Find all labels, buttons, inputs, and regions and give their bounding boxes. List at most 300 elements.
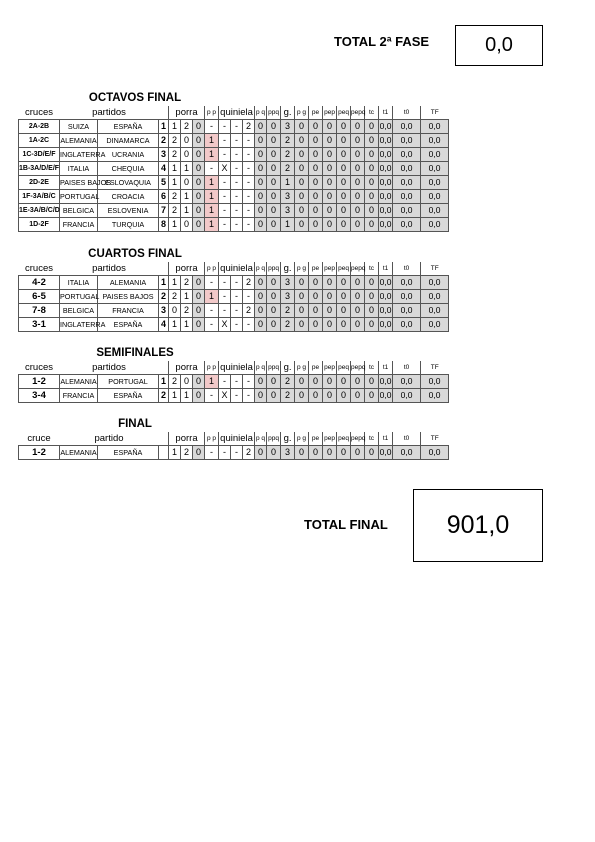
porra-goals1-cell: 2 <box>169 190 181 204</box>
total-final-label: TOTAL FINAL <box>304 517 388 532</box>
team1-cell: BELGICA <box>60 204 98 218</box>
header-ppq: ppq <box>267 106 281 120</box>
ppq-cell: 0 <box>267 204 281 218</box>
peq-cell: 0 <box>337 304 351 318</box>
pep-cell: 0 <box>323 375 337 389</box>
quiniela-x-cell: - <box>231 375 243 389</box>
team1-cell: INGLATERRA <box>60 318 98 332</box>
porra-goals2-cell: 1 <box>181 318 193 332</box>
t1-cell: 0,0 <box>379 204 393 218</box>
quiniela-2-cell: - <box>243 389 255 403</box>
ppq-cell: 0 <box>267 389 281 403</box>
header-g: g. <box>281 432 295 446</box>
g-cell: 2 <box>281 134 295 148</box>
header-tf: TF <box>421 361 449 375</box>
porra-goals2-cell: 1 <box>181 290 193 304</box>
porra-goals2-cell: 0 <box>181 176 193 190</box>
pg-cell: 0 <box>295 176 309 190</box>
porra-goals1-cell: 1 <box>169 276 181 290</box>
match-number-cell: 1 <box>159 276 169 290</box>
tf-cell: 0,0 <box>421 276 449 290</box>
pepq-cell: 0 <box>351 134 365 148</box>
cruce-cell: 1B-3A/D/E/F <box>19 162 60 176</box>
header-t1: t1 <box>379 262 393 276</box>
pg-cell: 0 <box>295 190 309 204</box>
t1-cell: 0,0 <box>379 190 393 204</box>
porra-points-cell: 0 <box>193 318 205 332</box>
cruce-cell: 2D-2E <box>19 176 60 190</box>
porra-goals1-cell: 0 <box>169 304 181 318</box>
quiniela-x-cell: - <box>231 204 243 218</box>
header-tc: tc <box>365 262 379 276</box>
header-pep: pep <box>323 106 337 120</box>
ppq-cell: 0 <box>267 290 281 304</box>
quiniela-x-cell: - <box>231 290 243 304</box>
header-pepq: pepq <box>351 432 365 446</box>
team2-cell: PAISES BAJOS <box>98 290 159 304</box>
team1-cell: ALEMANIA <box>60 446 98 460</box>
match-number-cell: 2 <box>159 290 169 304</box>
g-cell: 3 <box>281 120 295 134</box>
header-t0: t0 <box>393 432 421 446</box>
pp-cell: 1 <box>205 190 219 204</box>
porra-goals2-cell: 0 <box>181 148 193 162</box>
team1-cell: FRANCIA <box>60 218 98 232</box>
porra-points-cell: 0 <box>193 389 205 403</box>
quiniela-x-cell: - <box>231 218 243 232</box>
tc-cell: 0 <box>365 290 379 304</box>
porra-goals1-cell: 2 <box>169 148 181 162</box>
header-peq: peq <box>337 106 351 120</box>
peq-cell: 0 <box>337 134 351 148</box>
pep-cell: 0 <box>323 162 337 176</box>
porra-goals2-cell: 0 <box>181 134 193 148</box>
pep-cell: 0 <box>323 190 337 204</box>
tf-cell: 0,0 <box>421 176 449 190</box>
pg-cell: 0 <box>295 204 309 218</box>
porra-goals2-cell: 1 <box>181 162 193 176</box>
match-number-cell: 3 <box>159 304 169 318</box>
header-partidos: partidos <box>92 107 126 118</box>
tf-cell: 0,0 <box>421 134 449 148</box>
porra-goals1-cell: 1 <box>169 218 181 232</box>
pp-cell: 1 <box>205 148 219 162</box>
quiniela-2-cell: - <box>243 134 255 148</box>
pg-cell: 0 <box>295 318 309 332</box>
peq-cell: 0 <box>337 375 351 389</box>
team2-cell: ESPAÑA <box>98 446 159 460</box>
pepq-cell: 0 <box>351 304 365 318</box>
pepq-cell: 0 <box>351 290 365 304</box>
table-row <box>19 162 505 176</box>
pp-cell: 1 <box>205 134 219 148</box>
header-t0: t0 <box>393 262 421 276</box>
cruce-cell: 6-5 <box>19 290 60 304</box>
t1-cell: 0,0 <box>379 148 393 162</box>
table-row <box>19 176 505 190</box>
ppq-cell: 0 <box>267 375 281 389</box>
pepq-cell: 0 <box>351 375 365 389</box>
header-row <box>19 106 505 120</box>
quiniela-1-cell: - <box>219 204 231 218</box>
header-pq: p q <box>255 432 267 446</box>
header-blank <box>159 106 169 120</box>
porra-points-cell: 0 <box>193 204 205 218</box>
header-partidos: partido <box>94 433 124 444</box>
header-porra: porra <box>169 106 205 120</box>
header-g: g. <box>281 106 295 120</box>
scores-table <box>18 106 505 232</box>
pp-cell: 1 <box>205 204 219 218</box>
pg-cell: 0 <box>295 446 309 460</box>
tc-cell: 0 <box>365 446 379 460</box>
team1-cell: FRANCIA <box>60 389 98 403</box>
cruce-cell: 1D-2F <box>19 218 60 232</box>
header-t1: t1 <box>379 106 393 120</box>
t0-cell: 0,0 <box>393 276 421 290</box>
peq-cell: 0 <box>337 176 351 190</box>
tf-cell: 0,0 <box>421 204 449 218</box>
quiniela-x-cell: - <box>231 304 243 318</box>
tc-cell: 0 <box>365 162 379 176</box>
pq-cell: 0 <box>255 190 267 204</box>
porra-goals1-cell: 1 <box>169 318 181 332</box>
peq-cell: 0 <box>337 318 351 332</box>
table-row <box>19 446 505 460</box>
quiniela-1-cell: - <box>219 120 231 134</box>
header-pp: p p <box>205 432 219 446</box>
cruce-cell: 3-1 <box>19 318 60 332</box>
team2-cell: UCRANIA <box>98 148 159 162</box>
tc-cell: 0 <box>365 218 379 232</box>
header-peq: peq <box>337 432 351 446</box>
quiniela-1-cell: - <box>219 134 231 148</box>
quiniela-1-cell: - <box>219 190 231 204</box>
pe-cell: 0 <box>309 204 323 218</box>
porra-goals1-cell: 1 <box>169 162 181 176</box>
header-t1: t1 <box>379 361 393 375</box>
quiniela-2-cell: 2 <box>243 304 255 318</box>
quiniela-x-cell: - <box>231 134 243 148</box>
tc-cell: 0 <box>365 318 379 332</box>
tc-cell: 0 <box>365 375 379 389</box>
tf-cell: 0,0 <box>421 148 449 162</box>
tc-cell: 0 <box>365 134 379 148</box>
porra-goals1-cell: 1 <box>169 120 181 134</box>
porra-goals2-cell: 2 <box>181 276 193 290</box>
header-tc: tc <box>365 432 379 446</box>
header-row <box>19 361 505 375</box>
team2-cell: ESPAÑA <box>98 389 159 403</box>
header-pg: p g <box>295 106 309 120</box>
header-blank <box>159 432 169 446</box>
porra-points-cell: 0 <box>193 290 205 304</box>
t1-cell: 0,0 <box>379 120 393 134</box>
header-pg: p g <box>295 432 309 446</box>
pg-cell: 0 <box>295 134 309 148</box>
t0-cell: 0,0 <box>393 318 421 332</box>
header-ppq: ppq <box>267 361 281 375</box>
team1-cell: PORTUGAL <box>60 290 98 304</box>
tc-cell: 0 <box>365 148 379 162</box>
ppq-cell: 0 <box>267 148 281 162</box>
t0-cell: 0,0 <box>393 134 421 148</box>
tc-cell: 0 <box>365 190 379 204</box>
table-row <box>19 276 505 290</box>
header-porra: porra <box>169 262 205 276</box>
header-pq: p q <box>255 361 267 375</box>
pepq-cell: 0 <box>351 148 365 162</box>
total-2a-fase-value: 0,0 <box>485 34 513 56</box>
quiniela-2-cell: - <box>243 162 255 176</box>
header-blank <box>159 361 169 375</box>
tf-cell: 0,0 <box>421 304 449 318</box>
t1-cell: 0,0 <box>379 134 393 148</box>
pp-cell: - <box>205 304 219 318</box>
header-pepq: pepq <box>351 262 365 276</box>
t0-cell: 0,0 <box>393 162 421 176</box>
quiniela-2-cell: - <box>243 290 255 304</box>
porra-goals2-cell: 2 <box>181 120 193 134</box>
header-row <box>19 432 505 446</box>
pe-cell: 0 <box>309 375 323 389</box>
pp-cell: - <box>205 389 219 403</box>
header-pep: pep <box>323 262 337 276</box>
team2-cell: FRANCIA <box>98 304 159 318</box>
cruce-cell: 1E-3A/B/C/D <box>19 204 60 218</box>
header-pp: p p <box>205 262 219 276</box>
pe-cell: 0 <box>309 120 323 134</box>
quiniela-x-cell: - <box>231 389 243 403</box>
t0-cell: 0,0 <box>393 375 421 389</box>
team1-cell: PAISES BAJOS <box>60 176 98 190</box>
g-cell: 3 <box>281 190 295 204</box>
pp-cell: - <box>205 120 219 134</box>
table-row <box>19 304 505 318</box>
header-pq: p q <box>255 106 267 120</box>
g-cell: 1 <box>281 176 295 190</box>
header-cruces: cruces <box>25 107 53 118</box>
match-number-cell: 1 <box>159 375 169 389</box>
scores-table <box>18 361 505 403</box>
t1-cell: 0,0 <box>379 446 393 460</box>
cruce-cell: 1-2 <box>19 375 60 389</box>
pep-cell: 0 <box>323 290 337 304</box>
t0-cell: 0,0 <box>393 204 421 218</box>
peq-cell: 0 <box>337 190 351 204</box>
header-porra: porra <box>169 361 205 375</box>
team1-cell: SUIZA <box>60 120 98 134</box>
pq-cell: 0 <box>255 304 267 318</box>
quiniela-x-cell: - <box>231 162 243 176</box>
header-pe: pe <box>309 262 323 276</box>
porra-goals1-cell: 2 <box>169 375 181 389</box>
pepq-cell: 0 <box>351 276 365 290</box>
header-quiniela: quiniela <box>220 362 253 373</box>
header-cruces: cruces <box>25 263 53 274</box>
pepq-cell: 0 <box>351 176 365 190</box>
pep-cell: 0 <box>323 148 337 162</box>
t1-cell: 0,0 <box>379 290 393 304</box>
peq-cell: 0 <box>337 120 351 134</box>
porra-points-cell: 0 <box>193 148 205 162</box>
porra-goals1-cell: 2 <box>169 290 181 304</box>
pep-cell: 0 <box>323 176 337 190</box>
header-tf: TF <box>421 262 449 276</box>
pe-cell: 0 <box>309 218 323 232</box>
quiniela-1-cell: - <box>219 304 231 318</box>
pepq-cell: 0 <box>351 389 365 403</box>
header-partidos: partidos <box>92 263 126 274</box>
team1-cell: ITALIA <box>60 162 98 176</box>
t0-cell: 0,0 <box>393 446 421 460</box>
pg-cell: 0 <box>295 162 309 176</box>
pp-cell: 1 <box>205 375 219 389</box>
ppq-cell: 0 <box>267 134 281 148</box>
pq-cell: 0 <box>255 375 267 389</box>
porra-points-cell: 0 <box>193 276 205 290</box>
header-pe: pe <box>309 106 323 120</box>
porra-points-cell: 0 <box>193 375 205 389</box>
porra-goals2-cell: 2 <box>181 304 193 318</box>
pq-cell: 0 <box>255 162 267 176</box>
tf-cell: 0,0 <box>421 375 449 389</box>
g-cell: 2 <box>281 304 295 318</box>
quiniela-2-cell: 2 <box>243 120 255 134</box>
team1-cell: BELGICA <box>60 304 98 318</box>
header-tc: tc <box>365 361 379 375</box>
header-cruces: cruces <box>25 362 53 373</box>
header-g: g. <box>281 361 295 375</box>
t1-cell: 0,0 <box>379 318 393 332</box>
porra-points-cell: 0 <box>193 162 205 176</box>
header-t0: t0 <box>393 106 421 120</box>
porra-goals1-cell: 1 <box>169 389 181 403</box>
pe-cell: 0 <box>309 190 323 204</box>
match-number-cell: 8 <box>159 218 169 232</box>
pq-cell: 0 <box>255 446 267 460</box>
quiniela-2-cell: - <box>243 218 255 232</box>
porra-points-cell: 0 <box>193 134 205 148</box>
team2-cell: CROACIA <box>98 190 159 204</box>
porra-goals1-cell: 1 <box>169 176 181 190</box>
ppq-cell: 0 <box>267 162 281 176</box>
ppq-cell: 0 <box>267 190 281 204</box>
peq-cell: 0 <box>337 446 351 460</box>
quiniela-1-cell: - <box>219 290 231 304</box>
pg-cell: 0 <box>295 276 309 290</box>
pe-cell: 0 <box>309 148 323 162</box>
porra-points-cell: 0 <box>193 190 205 204</box>
pq-cell: 0 <box>255 290 267 304</box>
quiniela-2-cell: - <box>243 318 255 332</box>
pepq-cell: 0 <box>351 190 365 204</box>
header-t0: t0 <box>393 361 421 375</box>
cruce-cell: 1C-3D/E/F <box>19 148 60 162</box>
quiniela-x-cell: - <box>231 318 243 332</box>
pep-cell: 0 <box>323 389 337 403</box>
t0-cell: 0,0 <box>393 120 421 134</box>
pg-cell: 0 <box>295 304 309 318</box>
match-number-cell <box>159 446 169 460</box>
pe-cell: 0 <box>309 318 323 332</box>
total-final-box <box>413 489 543 562</box>
match-number-cell: 3 <box>159 148 169 162</box>
porra-goals2-cell: 1 <box>181 389 193 403</box>
team2-cell: TURQUIA <box>98 218 159 232</box>
peq-cell: 0 <box>337 162 351 176</box>
t1-cell: 0,0 <box>379 176 393 190</box>
quiniela-x-cell: - <box>231 148 243 162</box>
t0-cell: 0,0 <box>393 176 421 190</box>
pepq-cell: 0 <box>351 446 365 460</box>
quiniela-x-cell: - <box>231 276 243 290</box>
table-row <box>19 134 505 148</box>
match-number-cell: 1 <box>159 120 169 134</box>
pe-cell: 0 <box>309 290 323 304</box>
pq-cell: 0 <box>255 176 267 190</box>
header-pep: pep <box>323 361 337 375</box>
pg-cell: 0 <box>295 290 309 304</box>
header-pe: pe <box>309 361 323 375</box>
g-cell: 3 <box>281 290 295 304</box>
pep-cell: 0 <box>323 134 337 148</box>
team2-cell: ESPAÑA <box>98 120 159 134</box>
scores-table <box>18 432 505 460</box>
header-peq: peq <box>337 361 351 375</box>
match-number-cell: 7 <box>159 204 169 218</box>
pq-cell: 0 <box>255 148 267 162</box>
header-peq: peq <box>337 262 351 276</box>
quiniela-2-cell: - <box>243 204 255 218</box>
team1-cell: INGLATERRA <box>60 148 98 162</box>
pe-cell: 0 <box>309 304 323 318</box>
cruce-cell: 2A-2B <box>19 120 60 134</box>
pq-cell: 0 <box>255 318 267 332</box>
table-row <box>19 290 505 304</box>
header-pe: pe <box>309 432 323 446</box>
pq-cell: 0 <box>255 120 267 134</box>
team2-cell: ESPAÑA <box>98 318 159 332</box>
quiniela-1-cell: X <box>219 318 231 332</box>
porra-goals2-cell: 1 <box>181 190 193 204</box>
pq-cell: 0 <box>255 218 267 232</box>
cruce-cell: 1A-2C <box>19 134 60 148</box>
porra-points-cell: 0 <box>193 176 205 190</box>
total-final-value: 901,0 <box>446 511 510 539</box>
header-t1: t1 <box>379 432 393 446</box>
g-cell: 2 <box>281 162 295 176</box>
pe-cell: 0 <box>309 446 323 460</box>
peq-cell: 0 <box>337 204 351 218</box>
pq-cell: 0 <box>255 134 267 148</box>
g-cell: 1 <box>281 218 295 232</box>
quiniela-1-cell: - <box>219 375 231 389</box>
tc-cell: 0 <box>365 304 379 318</box>
pp-cell: 1 <box>205 176 219 190</box>
t0-cell: 0,0 <box>393 218 421 232</box>
header-pepq: pepq <box>351 106 365 120</box>
pepq-cell: 0 <box>351 120 365 134</box>
header-g: g. <box>281 262 295 276</box>
scores-table <box>18 262 505 332</box>
pq-cell: 0 <box>255 204 267 218</box>
t1-cell: 0,0 <box>379 375 393 389</box>
t1-cell: 0,0 <box>379 389 393 403</box>
tf-cell: 0,0 <box>421 290 449 304</box>
team1-cell: PORTUGAL <box>60 190 98 204</box>
header-tf: TF <box>421 432 449 446</box>
